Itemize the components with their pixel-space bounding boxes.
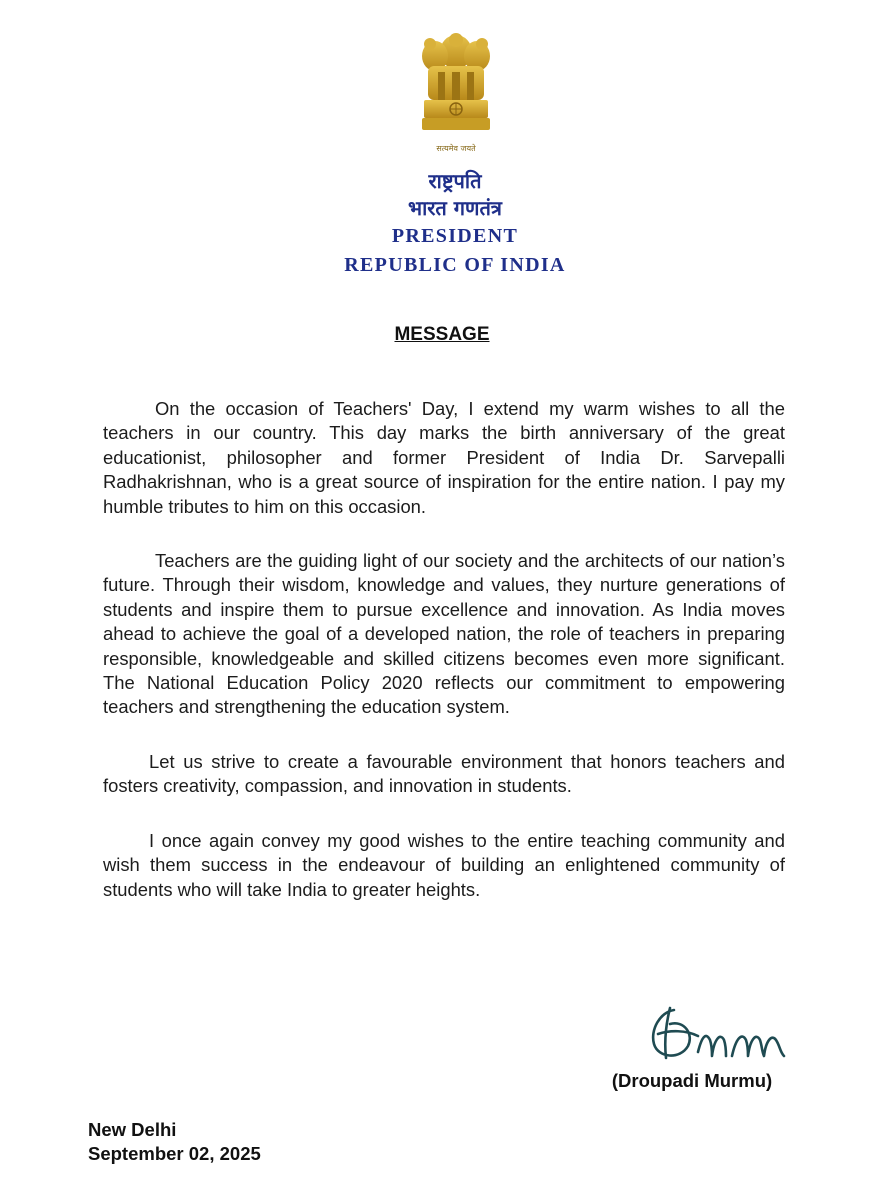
- title-hindi-line1: राष्ट्रपति: [428, 169, 482, 193]
- message-body: [103, 397, 785, 932]
- title-english-line2: REPUBLIC OF INDIA: [344, 254, 566, 276]
- title-hindi-line2: भारत गणतंत्र: [408, 196, 502, 220]
- signatory-name: (Droupadi Murmu): [611, 1070, 773, 1091]
- national-emblem-icon: [408, 28, 504, 156]
- place: New Delhi: [88, 1119, 177, 1140]
- emblem-motto: सत्यमेव जयते: [436, 144, 476, 153]
- message-paragraph: Let us strive to create a favourable environment that honors teachers and fosters creativity, compassion, and innovation in students.: [103, 750, 785, 797]
- place-date-block: [88, 1118, 261, 1166]
- message-paragraph: Teachers are the guiding light of our society and the architects of our nation’s future. Through their wisdom, knowledge and values, they nurture generations of students and inspire them to pursue excellence and innovation. As India moves ahead to achieve the goal of a developed nation, the role of teachers in preparing responsible, knowledgeable and skilled citizens becomes even more significant. The National Education Policy 2020 reflects our commitment to empowering teachers and strengthening the education system.: [103, 550, 785, 718]
- letterhead: [300, 168, 610, 280]
- message-heading: MESSAGE: [394, 324, 490, 345]
- message-paragraph: I once again convey my good wishes to the entire teaching community and wish them success in the endeavour of building an enlightened community of students who will take India to greater heights.: [103, 829, 785, 900]
- date: September 02, 2025: [88, 1143, 261, 1164]
- handwritten-signature-icon: [640, 1000, 790, 1068]
- title-english-line1: PRESIDENT: [391, 225, 519, 247]
- message-paragraph: On the occasion of Teachers' Day, I extend my warm wishes to all the teachers in our country. This day marks the birth anniversary of the great educationist, philosopher and former President of India Dr. Sarvepalli Radhakrishnan, who is a great source of inspiration for the entire nation. I pay my humble tributes to him on this occasion.: [103, 398, 785, 517]
